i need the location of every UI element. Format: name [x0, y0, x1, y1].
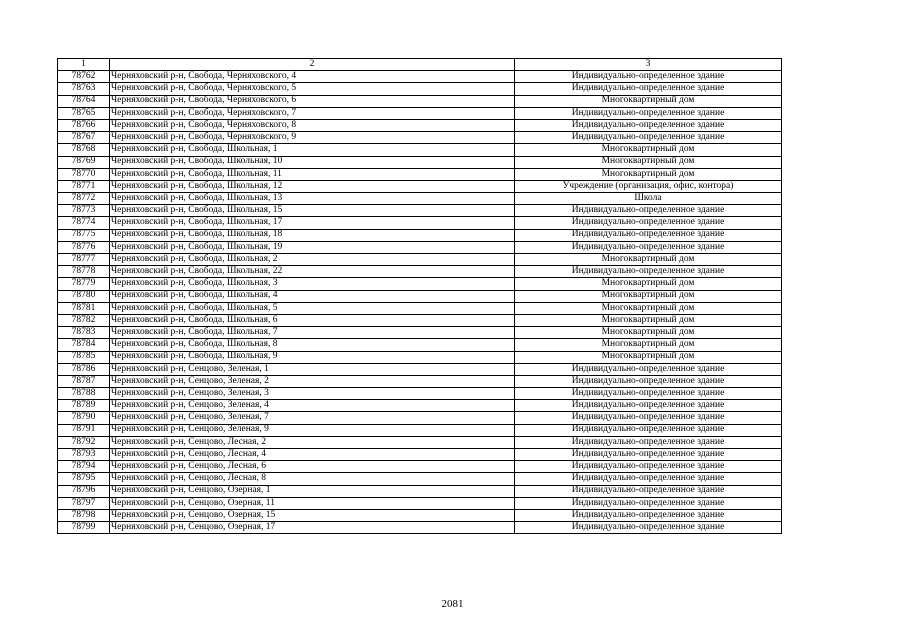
table-row [58, 180, 782, 192]
table-row [58, 363, 782, 375]
building-type-cell: Индивидуально-определенное здание [515, 388, 782, 400]
row-id-cell: 78773 [58, 205, 110, 217]
table-row [58, 71, 782, 83]
address-cell: Черняховский р-н, Сенцово, Озерная, 1 [110, 485, 515, 497]
building-type-cell: Индивидуально-определенное здание [515, 132, 782, 144]
table-body [58, 71, 782, 534]
address-cell: Черняховский р-н, Свобода, Черняховского, 6 [110, 95, 515, 107]
address-cell: Черняховский р-н, Сенцово, Озерная, 11 [110, 497, 515, 509]
table-row [58, 278, 782, 290]
address-cell: Черняховский р-н, Сенцово, Лесная, 6 [110, 461, 515, 473]
building-type-cell: Индивидуально-определенное здание [515, 424, 782, 436]
row-id-cell: 78784 [58, 339, 110, 351]
table-row [58, 132, 782, 144]
building-type-cell: Многоквартирный дом [515, 290, 782, 302]
row-id-cell: 78779 [58, 278, 110, 290]
table-row [58, 193, 782, 205]
building-type-cell: Индивидуально-определенное здание [515, 485, 782, 497]
address-cell: Черняховский р-н, Сенцово, Зеленая, 4 [110, 400, 515, 412]
table-row [58, 144, 782, 156]
row-id-cell: 78774 [58, 217, 110, 229]
address-cell: Черняховский р-н, Сенцово, Зеленая, 1 [110, 363, 515, 375]
row-id-cell: 78769 [58, 156, 110, 168]
address-cell: Черняховский р-н, Сенцово, Зеленая, 7 [110, 412, 515, 424]
building-type-cell: Индивидуально-определенное здание [515, 217, 782, 229]
building-type-cell: Многоквартирный дом [515, 339, 782, 351]
row-id-cell: 78766 [58, 119, 110, 131]
row-id-cell: 78799 [58, 522, 110, 534]
address-cell: Черняховский р-н, Свобода, Школьная, 12 [110, 180, 515, 192]
table-row [58, 473, 782, 485]
address-cell: Черняховский р-н, Сенцово, Лесная, 4 [110, 449, 515, 461]
row-id-cell: 78771 [58, 180, 110, 192]
table-row [58, 509, 782, 521]
row-id-cell: 78792 [58, 436, 110, 448]
address-cell: Черняховский р-н, Свобода, Школьная, 1 [110, 144, 515, 156]
building-type-cell: Индивидуально-определенное здание [515, 509, 782, 521]
table-row [58, 156, 782, 168]
column-header-1: 1 [58, 59, 110, 71]
column-header-2: 2 [110, 59, 515, 71]
address-cell: Черняховский р-н, Сенцово, Зеленая, 2 [110, 375, 515, 387]
building-type-cell: Индивидуально-определенное здание [515, 119, 782, 131]
building-type-cell: Многоквартирный дом [515, 254, 782, 266]
building-type-cell: Многоквартирный дом [515, 327, 782, 339]
row-id-cell: 78788 [58, 388, 110, 400]
building-type-cell: Индивидуально-определенное здание [515, 229, 782, 241]
row-id-cell: 78781 [58, 302, 110, 314]
table-row [58, 400, 782, 412]
address-cell: Черняховский р-н, Свобода, Школьная, 5 [110, 302, 515, 314]
building-type-cell: Индивидуально-определенное здание [515, 71, 782, 83]
building-type-cell: Индивидуально-определенное здание [515, 400, 782, 412]
building-type-cell: Индивидуально-определенное здание [515, 436, 782, 448]
address-cell: Черняховский р-н, Свобода, Черняховского, 4 [110, 71, 515, 83]
table-row [58, 107, 782, 119]
table-row [58, 205, 782, 217]
table-row [58, 461, 782, 473]
building-type-cell: Индивидуально-определенное здание [515, 412, 782, 424]
row-id-cell: 78787 [58, 375, 110, 387]
table-row [58, 266, 782, 278]
row-id-cell: 78780 [58, 290, 110, 302]
address-cell: Черняховский р-н, Свобода, Школьная, 15 [110, 205, 515, 217]
row-id-cell: 78796 [58, 485, 110, 497]
address-cell: Черняховский р-н, Свобода, Школьная, 13 [110, 193, 515, 205]
row-id-cell: 78765 [58, 107, 110, 119]
building-type-cell: Многоквартирный дом [515, 168, 782, 180]
page-number: 2081 [441, 598, 464, 610]
row-id-cell: 78768 [58, 144, 110, 156]
table-row [58, 375, 782, 387]
address-cell: Черняховский р-н, Свобода, Школьная, 7 [110, 327, 515, 339]
table-row [58, 412, 782, 424]
row-id-cell: 78793 [58, 449, 110, 461]
row-id-cell: 78763 [58, 83, 110, 95]
building-type-cell: Индивидуально-определенное здание [515, 83, 782, 95]
row-id-cell: 78782 [58, 314, 110, 326]
table-row [58, 485, 782, 497]
address-cell: Черняховский р-н, Сенцово, Зеленая, 9 [110, 424, 515, 436]
table-row [58, 327, 782, 339]
building-type-cell: Многоквартирный дом [515, 144, 782, 156]
row-id-cell: 78795 [58, 473, 110, 485]
table-row [58, 351, 782, 363]
building-type-cell: Многоквартирный дом [515, 278, 782, 290]
building-type-cell: Многоквартирный дом [515, 351, 782, 363]
address-cell: Черняховский р-н, Свобода, Школьная, 17 [110, 217, 515, 229]
column-header-3: 3 [515, 59, 782, 71]
building-type-cell: Индивидуально-определенное здание [515, 266, 782, 278]
table-row [58, 168, 782, 180]
building-type-cell: Индивидуально-определенное здание [515, 375, 782, 387]
row-id-cell: 78772 [58, 193, 110, 205]
address-cell: Черняховский р-н, Свобода, Школьная, 19 [110, 241, 515, 253]
address-cell: Черняховский р-н, Свобода, Школьная, 11 [110, 168, 515, 180]
building-type-cell: Индивидуально-определенное здание [515, 449, 782, 461]
row-id-cell: 78776 [58, 241, 110, 253]
row-id-cell: 78791 [58, 424, 110, 436]
address-cell: Черняховский р-н, Сенцово, Зеленая, 3 [110, 388, 515, 400]
row-id-cell: 78767 [58, 132, 110, 144]
row-id-cell: 78775 [58, 229, 110, 241]
table-row [58, 83, 782, 95]
address-cell: Черняховский р-н, Свобода, Черняховского, 9 [110, 132, 515, 144]
building-type-cell: Многоквартирный дом [515, 95, 782, 107]
property-registry-table [57, 58, 782, 534]
address-cell: Черняховский р-н, Свобода, Черняховского, 5 [110, 83, 515, 95]
table-row [58, 449, 782, 461]
building-type-cell: Многоквартирный дом [515, 302, 782, 314]
address-cell: Черняховский р-н, Свобода, Черняховского, 7 [110, 107, 515, 119]
address-cell: Черняховский р-н, Сенцово, Лесная, 8 [110, 473, 515, 485]
building-type-cell: Индивидуально-определенное здание [515, 473, 782, 485]
building-type-cell: Индивидуально-определенное здание [515, 522, 782, 534]
building-type-cell: Индивидуально-определенное здание [515, 241, 782, 253]
row-id-cell: 78777 [58, 254, 110, 266]
table-row [58, 229, 782, 241]
building-type-cell: Индивидуально-определенное здание [515, 461, 782, 473]
row-id-cell: 78789 [58, 400, 110, 412]
address-cell: Черняховский р-н, Свобода, Школьная, 6 [110, 314, 515, 326]
building-type-cell: Многоквартирный дом [515, 314, 782, 326]
table-row [58, 290, 782, 302]
building-type-cell: Многоквартирный дом [515, 156, 782, 168]
table-row [58, 254, 782, 266]
table-row [58, 217, 782, 229]
building-type-cell: Индивидуально-определенное здание [515, 205, 782, 217]
building-type-cell: Индивидуально-определенное здание [515, 363, 782, 375]
building-type-cell: Индивидуально-определенное здание [515, 107, 782, 119]
table-row [58, 302, 782, 314]
row-id-cell: 78797 [58, 497, 110, 509]
table-row [58, 424, 782, 436]
table-row [58, 339, 782, 351]
row-id-cell: 78785 [58, 351, 110, 363]
table-row [58, 436, 782, 448]
address-cell: Черняховский р-н, Свобода, Школьная, 2 [110, 254, 515, 266]
row-id-cell: 78764 [58, 95, 110, 107]
address-cell: Черняховский р-н, Свобода, Черняховского, 8 [110, 119, 515, 131]
address-cell: Черняховский р-н, Свобода, Школьная, 4 [110, 290, 515, 302]
address-cell: Черняховский р-н, Свобода, Школьная, 9 [110, 351, 515, 363]
address-cell: Черняховский р-н, Сенцово, Озерная, 17 [110, 522, 515, 534]
table-row [58, 95, 782, 107]
address-cell: Черняховский р-н, Свобода, Школьная, 22 [110, 266, 515, 278]
row-id-cell: 78762 [58, 71, 110, 83]
building-type-cell: Учреждение (организация, офис, контора) [515, 180, 782, 192]
table-row [58, 241, 782, 253]
address-cell: Черняховский р-н, Свобода, Школьная, 18 [110, 229, 515, 241]
row-id-cell: 78778 [58, 266, 110, 278]
address-cell: Черняховский р-н, Сенцово, Озерная, 15 [110, 509, 515, 521]
address-cell: Черняховский р-н, Свобода, Школьная, 8 [110, 339, 515, 351]
table-row [58, 522, 782, 534]
table-row [58, 497, 782, 509]
table-row [58, 388, 782, 400]
address-cell: Черняховский р-н, Свобода, Школьная, 3 [110, 278, 515, 290]
row-id-cell: 78786 [58, 363, 110, 375]
row-id-cell: 78770 [58, 168, 110, 180]
row-id-cell: 78794 [58, 461, 110, 473]
table-header-row [58, 59, 782, 71]
address-cell: Черняховский р-н, Сенцово, Лесная, 2 [110, 436, 515, 448]
row-id-cell: 78783 [58, 327, 110, 339]
table-row [58, 119, 782, 131]
address-cell: Черняховский р-н, Свобода, Школьная, 10 [110, 156, 515, 168]
building-type-cell: Индивидуально-определенное здание [515, 497, 782, 509]
row-id-cell: 78790 [58, 412, 110, 424]
row-id-cell: 78798 [58, 509, 110, 521]
table-row [58, 314, 782, 326]
building-type-cell: Школа [515, 193, 782, 205]
